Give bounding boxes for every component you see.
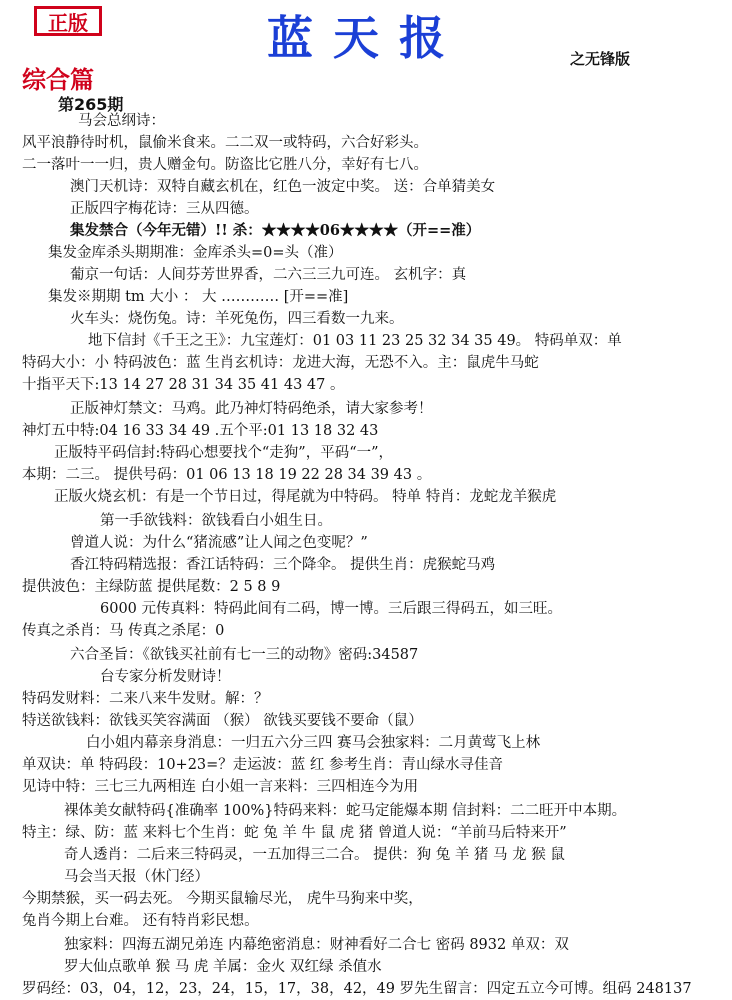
section-title: 综合篇 xyxy=(22,66,94,94)
text-line: 特送欲钱料：欲钱买笑容满面 （猴） 欲钱买要钱不要命（鼠） xyxy=(22,713,423,729)
text-line: 地下信封《千王之王》：九宝莲灯：01 03 11 23 25 32 34 35 49。 特码单双：单 xyxy=(88,333,622,349)
text-line: 马会当天报（休门经） xyxy=(64,869,209,885)
text-line: 集发※期期 tm 大小 ： 大 ………… [开==准] xyxy=(48,289,349,305)
text-line: 白小姐内幕亲身消息：一归五六分三四 赛马会独家料：二月黄莺飞上林 xyxy=(86,735,541,751)
text-line: 曾道人说：为什么“猪流感”让人闻之色变呢？” xyxy=(70,535,368,551)
text-line: 正版特平码信封:特码心想要找个“走狗”，平码“一”， xyxy=(54,445,394,461)
text-line: 神灯五中特:04 16 33 34 49 .五个平:01 13 18 32 43 xyxy=(22,423,379,439)
text-line: 今期禁猴，买一码去死。 今期买鼠输尽光， 虎牛马狗来中奖， xyxy=(22,891,423,907)
text-line: 本期：二三。 提供号码：01 06 13 18 19 22 28 34 39 43 。 xyxy=(22,467,432,483)
text-line: 火车头：烧伤兔。诗：羊死兔伤，四三看数一九来。 xyxy=(70,311,404,327)
text-line: 正版火烧玄机：有是一个节日过，得尾就为中特码。 特单 特肖：龙蛇龙羊猴虎 xyxy=(54,489,557,505)
text-line: 罗大仙点歌单 猴 马 虎 羊属：金火 双红绿 杀值水 xyxy=(64,959,382,975)
text-line: 特主：绿、防：蓝 来料七个生肖：蛇 兔 羊 牛 鼠 虎 猪 曾道人说：“羊前马后特来开” xyxy=(22,825,567,841)
genuine-badge: 正版 xyxy=(34,6,102,36)
text-line: 葡京一句话：人间芬芳世界香，二六三三九可连。 玄机字：真 xyxy=(70,267,467,283)
text-line: 罗码经：03，04，12，23，24，15，17，38，42，49 罗先生留言：四定五立今可博。组码 248137 xyxy=(22,981,692,997)
text-line: 第一手欲钱料：欲钱看白小姐生日。 xyxy=(100,513,332,529)
text-line: 兔肖今期上台难。 还有特肖彩民想。 xyxy=(22,913,259,929)
text-line: 裸体美女献特码{准确率 100%}特码来料：蛇马定能爆本期 信封料：二二旺开中本期。 xyxy=(64,803,627,819)
text-line: 6000 元传真料：特码此间有二码，博一博。三后跟三得码五，如三旺。 xyxy=(100,601,563,617)
text-line: 单双诀：单 特码段：10+23=？走运波：蓝 红 参考生肖：青山绿水寻佳音 xyxy=(22,757,504,773)
masthead-title: 蓝天报 xyxy=(267,11,465,65)
text-line: 特码发财料：二来八来牛发财。解：？ xyxy=(22,691,269,707)
text-line: 二一落叶一一归，贵人赠金句。防盗比它胜八分，幸好有七八。 xyxy=(22,157,428,173)
text-line: 风平浪静待时机，鼠偷米食来。二二双一或特码，六合好彩头。 xyxy=(22,135,428,151)
text-line: 提供波色：主绿防蓝 提供尾数：2 5 8 9 xyxy=(22,579,281,595)
text-line: 澳门天机诗：双特自藏玄机在，红色一波定中奖。 送：合单猜美女 xyxy=(70,179,496,195)
text-line: 集发金库杀头期期准：金库杀头=0=头（准） xyxy=(48,245,343,261)
issue-number: 第265期 xyxy=(58,95,124,114)
text-line: 独家料：四海五湖兄弟连 内幕绝密消息：财神看好二合七 密码 8932 单双：双 xyxy=(64,937,569,953)
text-line: 正版神灯禁文：马鸡。此乃神灯特码绝杀，请大家参考！ xyxy=(70,401,433,417)
text-line: 奇人透肖：二后来三特码灵，一五加得三二合。 提供：狗 兔 羊 猪 马 龙 猴 鼠 xyxy=(64,847,565,863)
edition-label: 之无锋版 xyxy=(570,50,631,68)
text-line: 特码大小：小 特码波色：蓝 生肖玄机诗：龙进大海，无恐不入。主：鼠虎牛马蛇 xyxy=(22,355,539,371)
text-line: 台专家分析发财诗！ xyxy=(100,669,231,685)
text-line: 正版四字梅花诗：三从四德。 xyxy=(70,201,259,217)
text-line: 集发禁合（今年无错）!! 杀：★★★★06★★★★（开==准） xyxy=(70,222,481,239)
text-line: 十指平天下:13 14 27 28 31 34 35 41 43 47 。 xyxy=(22,377,345,393)
text-line: 马会总纲诗： xyxy=(78,113,165,129)
text-line: 六合圣旨：《欲钱买社前有七一三的动物》密码:34587 xyxy=(70,647,419,663)
text-line: 传真之杀肖：马 传真之杀尾：0 xyxy=(22,623,225,639)
text-line: 香江特码精选报：香江话特码：三个降伞。 提供生肖：虎猴蛇马鸡 xyxy=(70,557,496,573)
text-line: 见诗中特：三七三九两相连 白小姐一言来料：三四相连今为用 xyxy=(22,779,419,795)
